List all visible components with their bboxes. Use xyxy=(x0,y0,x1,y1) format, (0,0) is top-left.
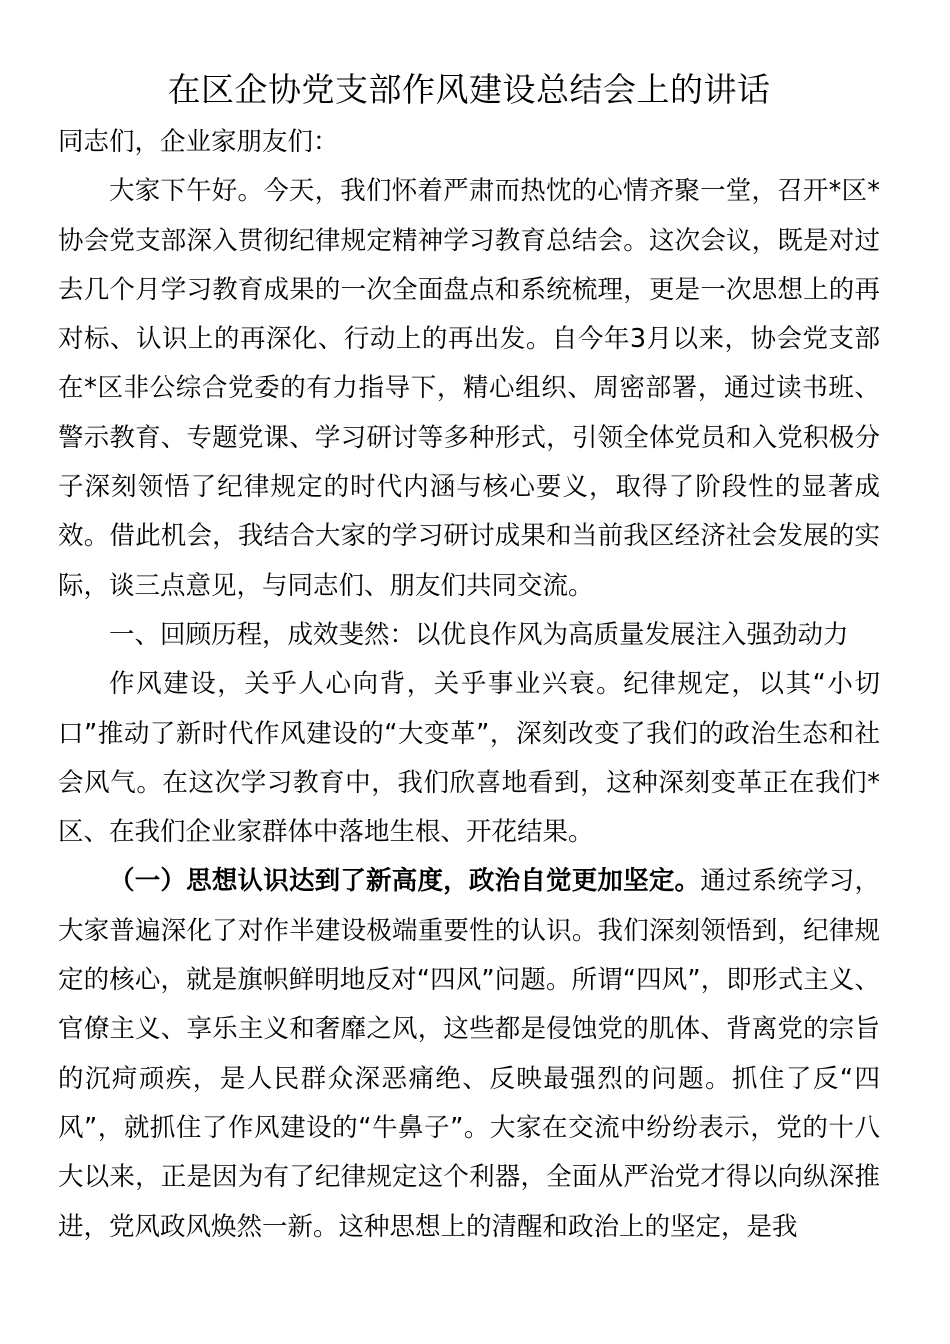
document-page xyxy=(58,62,880,1252)
salutation: 同志们，企业家朋友们： xyxy=(58,127,339,157)
paragraph-section-1-intro: 作风建设，关乎人心向背，关乎事业兴衰。纪律规定，以其“小切口”推动了新时代作风建设的“大变革”，深刻改变了我们的政治生态和社会风气。在这次学习教育中，我们欣喜地看到，这种深刻变革正在我们*区、在我们企业家群体中落地生根、开花结果。 xyxy=(58,669,880,848)
subsection-1-lead: （一）思想认识达到了新高度，政治自觉更加坚定。 xyxy=(109,866,701,897)
paragraph-subsection-1 xyxy=(58,857,880,1251)
paragraph-opening: 大家下午好。今天，我们怀着严肃而热忱的心情齐聚一堂，召开*区*协会党支部深入贯彻纪律规定精神学习教育总结会。这次会议，既是对过去几个月学习教育成果的一次全面盘点和系统梳理，更是一次思想上的再对标、认识上的再深化、行动上的再出发。自今年3月以来，协会党支部在*区非公综合党委的有力指导下，精心组织、周密部署，通过读书班、警示教育、专题党课、学习研讨等多种形式，引领全体党员和入党积极分子深刻领悟了纪律规定的时代内涵与核心要义，取得了阶段性的显著成效。借此机会，我结合大家的学习研讨成果和当前我区经济社会发展的实际，谈三点意见，与同志们、朋友们共同交流。 xyxy=(58,176,880,601)
subsection-1-body: 通过系统学习，大家普遍深化了对作半建设极端重要性的认识。我们深刻领悟到，纪律规定的核心，就是旗帜鲜明地反对“四风”问题。所谓“四风”，即形式主义、官僚主义、享乐主义和奢靡之风，这些都是侵蚀党的肌体、背离党的宗旨的沉疴顽疾，是人民群众深恶痛绝、反映最强烈的问题。抓住了反“四风”，就抓住了作风建设的“牛鼻子”。大家在交流中纷纷表示，党的十八大以来，正是因为有了纪律规定这个利器，全面从严治党才得以向纵深推进，党风政风焕然一新。这种思想上的清醒和政治上的坚定，是我 xyxy=(58,866,880,1242)
section-heading-1: 一、回顾历程，成效斐然：以优良作风为高质量发展注入强劲动力 xyxy=(109,619,849,650)
document-title: 在区企协党支部作风建设总结会上的讲话 xyxy=(167,70,771,109)
